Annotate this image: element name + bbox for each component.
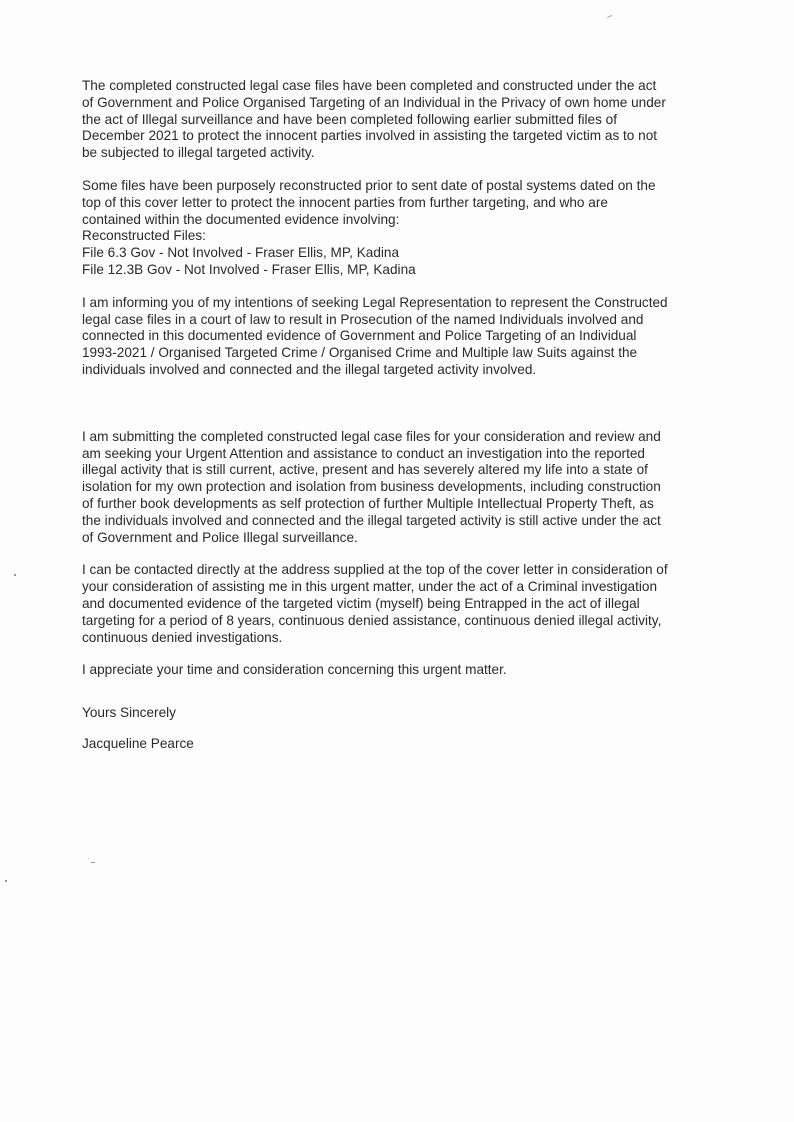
paragraph-contact-details bbox=[82, 562, 722, 646]
paragraph-case-files-completed bbox=[82, 78, 722, 162]
text-line: the individuals involved and connected and the illegal targeted activity is still active under the act bbox=[82, 512, 661, 528]
text-line: I appreciate your time and consideration concerning this urgent matter. bbox=[82, 662, 507, 678]
text-line: and documented evidence of the targeted victim (myself) being Entrapped in the act of illegal bbox=[82, 595, 640, 611]
text-line: December 2021 to protect the innocent parties involved in assisting the targeted victim as to not bbox=[82, 128, 658, 144]
text-line: your consideration of assisting me in this urgent matter, under the act of a Criminal investigation bbox=[82, 579, 658, 595]
text-line: Some files have been purposely reconstructed prior to sent date of postal systems dated on the bbox=[82, 177, 656, 193]
file-entry: File 12.3B Gov - Not Involved - Fraser Ellis, MP, Kadina bbox=[82, 261, 416, 277]
text-line: I can be contacted directly at the address supplied at the top of the cover letter in consideration of bbox=[82, 562, 668, 578]
text-line: legal case files in a court of law to result in Prosecution of the named Individuals involved and bbox=[82, 311, 644, 327]
scan-speck bbox=[91, 862, 95, 863]
reconstructed-files-heading: Reconstructed Files: bbox=[82, 228, 206, 244]
text-line: the act of Illegal surveillance and have been completed following earlier submitted files of bbox=[82, 111, 617, 127]
signature-name: Jacqueline Pearce bbox=[82, 735, 194, 751]
paragraph-reconstructed-files bbox=[82, 178, 722, 279]
text-line: individuals involved and connected and the illegal targeted activity involved. bbox=[82, 361, 537, 377]
scan-speck bbox=[607, 15, 612, 18]
text-line: continuous denied investigations. bbox=[82, 629, 283, 645]
file-entry: File 6.3 Gov - Not Involved - Fraser Ellis, MP, Kadina bbox=[82, 245, 400, 261]
letter-body bbox=[82, 78, 722, 753]
text-line: contained within the documented evidence involving: bbox=[82, 211, 400, 227]
text-line: I am submitting the completed constructed legal case files for your consideration and review and bbox=[82, 428, 661, 444]
text-line: of Government and Police Organised Targeting of an Individual in the Privacy of own home under bbox=[82, 94, 666, 110]
text-line: of Government and Police Illegal surveillance. bbox=[82, 529, 358, 545]
closing-salutation: Yours Sincerely bbox=[82, 705, 176, 721]
text-line: top of this cover letter to protect the innocent parties from further targeting, and who are bbox=[82, 194, 608, 210]
text-line: of further book developments as self protection of further Multiple Intellectual Property Theft, as bbox=[82, 495, 654, 511]
paragraph-submission-request bbox=[82, 429, 722, 547]
scan-speck bbox=[5, 880, 7, 882]
text-line: connected in this documented evidence of Government and Police Targeting of an Individual bbox=[82, 328, 637, 344]
text-line: I am informing you of my intentions of seeking Legal Representation to represent the Constructed bbox=[82, 294, 668, 310]
scan-speck bbox=[14, 574, 16, 576]
text-line: targeting for a period of 8 years, continuous denied assistance, continuous denied illegal activity, bbox=[82, 612, 662, 628]
text-line: be subjected to illegal targeted activity. bbox=[82, 145, 315, 161]
paragraph-appreciation bbox=[82, 662, 722, 679]
text-line: isolation for my own protection and isolation from business developments, including construction bbox=[82, 479, 661, 495]
text-line: am seeking your Urgent Attention and assistance to conduct an investigation into the reported bbox=[82, 445, 645, 461]
text-line: The completed constructed legal case files have been completed and constructed under the act bbox=[82, 78, 657, 93]
text-line: illegal activity that is still current, active, present and has severely altered my life into a state of bbox=[82, 462, 648, 478]
paragraph-legal-representation bbox=[82, 295, 722, 379]
text-line: 1993-2021 / Organised Targeted Crime / Organised Crime and Multiple law Suits against the bbox=[82, 345, 638, 361]
